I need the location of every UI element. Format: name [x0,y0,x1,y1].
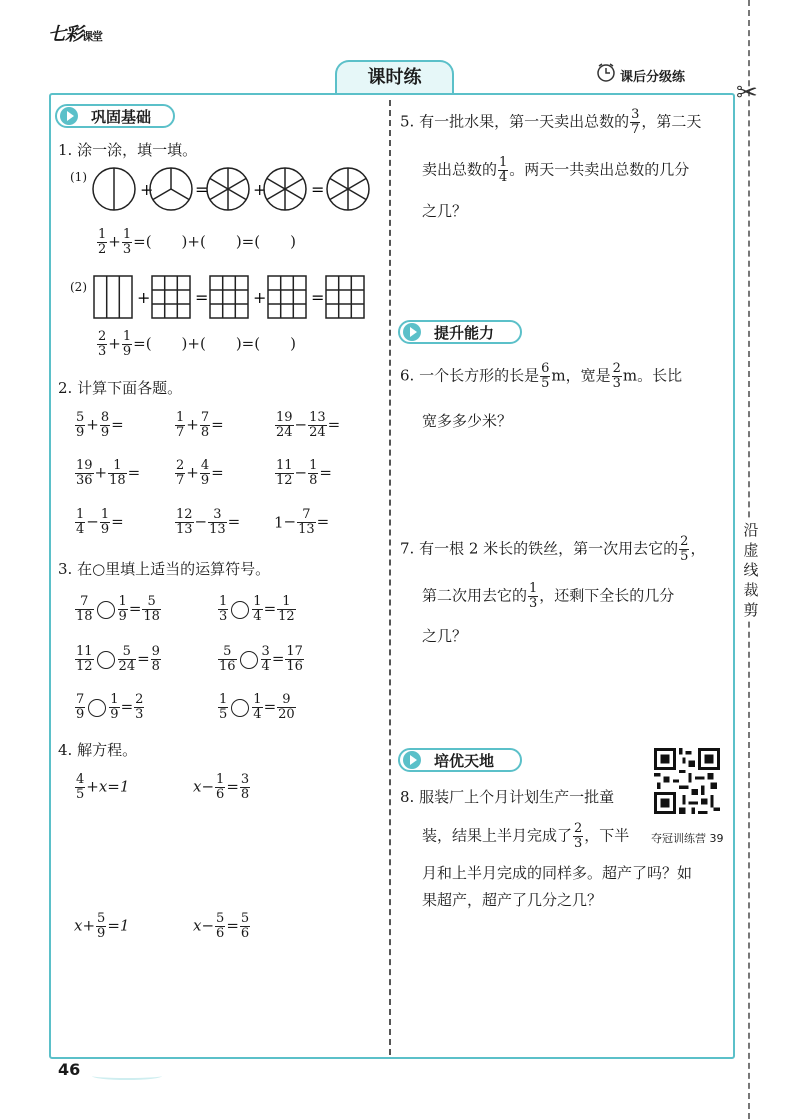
plus-sign: + [253,180,267,199]
q1-part2-equation: $\frac{2}{3}$ + $\frac{1}{9}$ =( )+( )=( ) [98,329,296,359]
q3-item: $\frac{7}{9}$ $\frac{1}{9}$ = $\frac{2}{3}$ [76,692,144,722]
page-number: 46 [58,1060,81,1079]
q1-part1-equation: $\frac{1}{2}$ + $\frac{1}{3}$ =( )+( )=( ) [98,227,296,257]
equals-sign: = [195,180,209,199]
q4-equation: x− $\frac{5}{6}$ = $\frac{5}{6}$ [193,911,250,941]
plus-sign: + [140,180,154,199]
section-advanced: 培优天地 [398,748,522,772]
qr-caption: 夺冠训练营 39 [651,832,724,845]
q2-item: $\frac{1}{4}$ − $\frac{1}{9}$ = [76,507,124,537]
operator-blank[interactable] [88,699,106,717]
q3-item: $\frac{7}{18}$ $\frac{1}{9}$ = $\frac{5}{18}$ [76,594,160,624]
page-number-decoration [92,1072,162,1080]
grid-diagram [92,274,382,322]
equals-sign: = [311,180,325,199]
q4-stem: 4. 解方程。 [58,741,138,759]
fraction: $\frac{1}{9}$ [122,329,132,359]
fraction: $\frac{1}{2}$ [98,227,107,257]
q2-item: $\frac{19}{24}$ − $\frac{13}{24}$ = [276,410,341,440]
q5-line: 5. 有一批水果，第一天卖出总数的 $\frac{3}{7}$ ，第二天 [400,107,702,137]
q4-equation: x+ $\frac{5}{9}$ =1 [74,911,130,941]
q2-item: $\frac{11}{12}$ − $\frac{1}{8}$ = [276,458,332,488]
q8-line: 8. 服装厂上个月计划生产一批童 [400,788,615,806]
brand-logo: 七彩课堂 [48,24,102,45]
q5-line: 卖出总数的 $\frac{1}{4}$ 。两天一共卖出总数的几分 [422,155,690,185]
q7-line: 之几？ [422,627,468,645]
equals-sign: = [311,288,325,307]
q3-item: $\frac{11}{12}$ $\frac{5}{24}$ = $\frac{9}{8}$ [76,644,160,674]
section-play-icon [403,323,421,341]
rect-ninths-a [152,276,190,318]
rect-ninths-b [210,276,248,318]
circle-thirds [150,168,192,210]
q1-part1-label: (1) [70,170,87,184]
circle-diagram [92,165,382,215]
operator-blank[interactable] [240,651,258,669]
column-divider [389,100,391,1055]
q3-item: $\frac{1}{5}$ $\frac{1}{4}$ = $\frac{9}{20}$ [219,692,295,722]
q8-line: 月和上半月完成的同样多。超产了吗？如 [422,864,693,882]
q8-line: 装，结果上半月完成了 $\frac{2}{3}$ ，下半 [422,821,630,851]
section-play-icon [60,107,78,125]
q1-part2-label: (2) [70,280,87,294]
operator-blank[interactable] [97,601,115,619]
q6-line: 6. 一个长方形的长是 $\frac{6}{5}$ m，宽是 $\frac{2}{3}$ m。长比 [400,361,683,391]
section-improve: 提升能力 [398,320,522,344]
practice-level-label: 课后分级练 [620,70,686,85]
section-basic: 巩固基础 [55,104,175,128]
q2-item: $\frac{1}{7}$ + $\frac{7}{8}$ = [176,410,224,440]
qr-code[interactable] [654,748,720,814]
plus-sign: + [253,288,267,307]
q7-line: 7. 有一根 2 米长的铁丝，第一次用去它的 $\frac{2}{5}$ ， [400,534,706,564]
q2-item: $\frac{5}{9}$ + $\frac{8}{9}$ = [76,410,124,440]
q8-line: 果超产，超产了几分之几？ [422,891,603,909]
q4-equation: $\frac{4}{5}$ +x=1 [76,772,130,802]
q2-item: $\frac{19}{36}$ + $\frac{1}{18}$ = [76,458,141,488]
q3-item: $\frac{1}{3}$ $\frac{1}{4}$ = $\frac{1}{12}$ [219,594,295,624]
q4-equation: x− $\frac{1}{6}$ = $\frac{3}{8}$ [193,772,250,802]
q6-line: 宽多多少米？ [422,412,513,430]
q2-item: $\frac{12}{13}$ − $\frac{3}{13}$ = [176,507,241,537]
q3-item: $\frac{5}{16}$ $\frac{3}{4}$ = $\frac{17}{16}$ [219,644,303,674]
q7-line: 第二次用去它的 $\frac{1}{3}$ ，还剩下全长的几分 [422,581,675,611]
circle-halves [93,168,135,210]
section-play-icon [403,751,421,769]
rect-thirds [94,276,132,318]
operator-blank[interactable] [231,699,249,717]
clock-icon [596,62,616,82]
circle-sixths-c [327,168,369,210]
q1-stem: 1. 涂一涂，填一填。 [58,141,198,159]
q2-item: 1− $\frac{7}{13}$ = [274,507,330,537]
operator-blank[interactable] [231,601,249,619]
rect-ninths-d [326,276,364,318]
scissors-icon: ✂ [736,78,758,108]
equals-sign: = [195,288,209,307]
operator-blank[interactable] [97,651,115,669]
cut-instruction: 沿 虚 线 裁 剪 [741,520,761,620]
rect-ninths-c [268,276,306,318]
q2-stem: 2. 计算下面各题。 [58,379,183,397]
page-title: 课时练 [335,60,454,94]
q3-stem: 3. 在○里填上适当的运算符号。 [58,560,271,578]
circle-sixths-b [264,168,306,210]
fraction: $\frac{1}{3}$ [122,227,132,257]
q2-item: $\frac{2}{7}$ + $\frac{4}{9}$ = [176,458,224,488]
plus-sign: + [137,288,151,307]
fraction: $\frac{2}{3}$ [98,329,107,359]
q5-line: 之几？ [422,202,468,220]
circle-sixths-a [207,168,249,210]
